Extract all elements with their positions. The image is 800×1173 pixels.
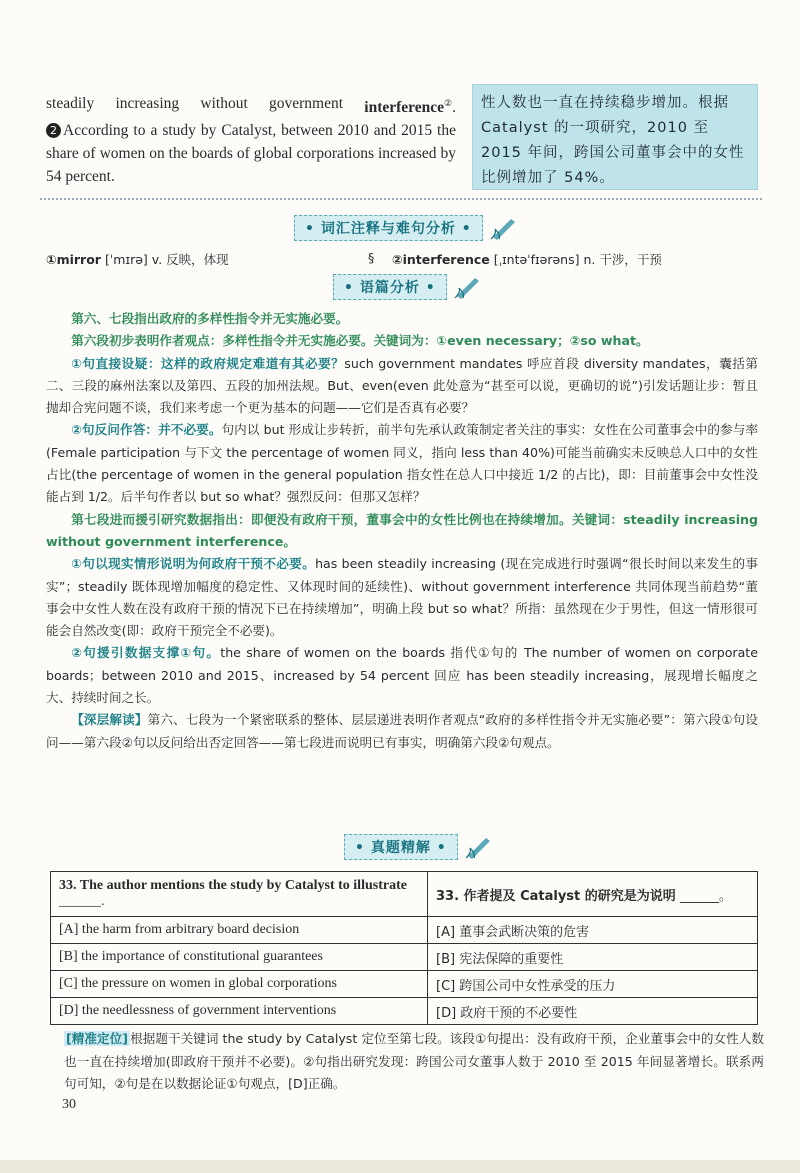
word: without bbox=[200, 95, 248, 112]
point-text: such government mandates 呼应首段 diversity mandates，囊括第二、三段的麻州法案以及第四、五段的加州法规。But、even(even 此处意为“甚至可以说，更确切的说”)引发话题让步：暂且抛却合宪问题不谈，我们来考虑一个更为基本的问题——它们是否真有必要？ bbox=[46, 355, 758, 416]
stem-blank: ______. bbox=[59, 894, 105, 909]
deep-reading-text: 第六、七段为一个紧密联系的整体、层层递进表明作者观点“政府的多样性指令并无实施必要”：第六段①句设问——第六段②句以反问给出否定回答——第七段进而说明已有事实，明确第六段②句观点。 bbox=[46, 712, 758, 750]
answer-explanation bbox=[64, 1028, 764, 1096]
vocab-word: ②interference bbox=[392, 252, 490, 267]
paragraph6-summary: 第六段初步表明作者观点：多样性指令并无实施必要。关键词为：①even necessary；②so what。 bbox=[71, 333, 649, 349]
translation-text: 性人数也一直在持续稳步增加。根据 Catalyst 的一项研究，2010 至 2015 年间，跨国公司董事会中的女性比例增加了 54%。 bbox=[481, 95, 745, 186]
option-row bbox=[51, 998, 758, 1025]
banner-label: • 语篇分析 • bbox=[333, 274, 447, 300]
point-text: has been steadily increasing (现在完成进行时强调“很长时间以来发生的事实”；steadily 既体现增加幅度的稳定性、又体现时间的延续性)、without government interference 共同体现当前趋势“董事会中女性人数在没有政府干预的情况下已在持续增加”，明确上段 but so what？所指：虽然现在少于男性，但这一情形很可能会自然改变(即：政府干预完全不必要)。 bbox=[46, 556, 758, 639]
explanation-text: 根据题干关键词 the study by Catalyst 定位至第七段。该段①句提出：没有政府干预，企业董事会中的女性人数也一直在持续增加(即政府干预并不必要)。②句指出研究发现：跨国公司女董事人数于 2010 至 2015 年间显著增长。联系两句可知，②句是在以数据论证①句观点，[D]正确。 bbox=[64, 1031, 765, 1091]
option-b-en: [B] the importance of constitutional guarantees bbox=[51, 944, 428, 971]
option-c-cn: [C] 跨国公司中女性承受的压力 bbox=[428, 971, 758, 998]
option-b-cn: [B] 宪法保障的重要性 bbox=[428, 944, 758, 971]
word: government bbox=[269, 95, 344, 112]
point-tag: ①句直接设疑：这样的政府规定难道有其必要？ bbox=[71, 355, 345, 371]
deep-reading bbox=[46, 709, 758, 754]
vocab-def: [ˈmɪrə] v. 反映，体现 bbox=[100, 252, 229, 267]
interference-bold: interference bbox=[364, 99, 445, 117]
vocab-word: ①mirror bbox=[46, 252, 101, 267]
option-row bbox=[51, 917, 758, 944]
option-row bbox=[51, 944, 758, 971]
vocab-divider: § bbox=[368, 250, 375, 265]
point-tag: ②句援引数据支撑①句。 bbox=[71, 645, 221, 661]
pen-icon bbox=[489, 215, 519, 241]
point-text: 句内以 but 形成让步转折，前半句先承认政策制定者关注的事实：女性在公司董事会中的参与率(Female participation 与下文 the percentage of women 同义，指向 less than 40%)可能当前确实未反映总人口中的女性占比(the percentage of women in the general population 指女性在总人口中接近 1/2 的占比)，即：目前董事会中女性没能占到 1/2。后半句作者以 but so what？强烈反问：但那又怎样？ bbox=[46, 422, 758, 505]
analysis-point bbox=[46, 553, 758, 642]
point-tag: ②句反问作答：并不必要。 bbox=[71, 422, 222, 438]
passage-line-1 bbox=[46, 92, 456, 119]
vocab-def: [ˌɪntəˈfɪərəns] n. 干涉，干预 bbox=[489, 252, 662, 267]
analysis-point bbox=[46, 642, 758, 709]
analysis-section-banner bbox=[333, 274, 483, 300]
option-a-en: [A] the harm from arbitrary board decision bbox=[51, 917, 428, 944]
point-text: the share of women on the boards 指代①句的 The number of women on corporate boards；between 2010 and 2015、increased by 54 percent 回应 has been steadily increasing，展现增长幅度之大、持续时间之长。 bbox=[46, 645, 758, 706]
footnote-mark: ② bbox=[444, 98, 453, 108]
option-d-cn: [D] 政府干预的不必要性 bbox=[428, 998, 758, 1025]
question-stem-cn bbox=[428, 872, 758, 917]
banner-label: • 真题精解 • bbox=[344, 834, 458, 860]
stem-text: 33. 作者提及 Catalyst 的研究是为说明 bbox=[436, 888, 676, 904]
paragraph7-summary: 第七段进而援引研究数据指出：即便没有政府干预，董事会中的女性比例也在持续增加。关键词：steadily increasing without government interference。 bbox=[46, 511, 758, 549]
option-row bbox=[51, 971, 758, 998]
period: . bbox=[452, 99, 456, 117]
stem-blank: ______。 bbox=[679, 888, 732, 904]
stem-text: 33. The author mentions the study by Catalyst to illustrate bbox=[59, 878, 407, 893]
vocab-item-interference bbox=[392, 250, 662, 268]
analysis-body bbox=[46, 308, 758, 754]
vocab-item-mirror bbox=[46, 250, 229, 268]
sentence-number-badge: 2 bbox=[46, 123, 61, 138]
word: steadily bbox=[46, 95, 95, 112]
pen-icon bbox=[453, 274, 483, 300]
english-passage bbox=[46, 92, 456, 188]
question-stem-en bbox=[51, 872, 428, 917]
option-d-en: [D] the needlessness of government interventions bbox=[51, 998, 428, 1025]
explanation-tag: [精准定位] bbox=[66, 1031, 129, 1046]
exam-section-banner bbox=[344, 834, 494, 860]
word: increasing bbox=[115, 95, 180, 112]
analysis-summary: 第六、七段指出政府的多样性指令并无实施必要。 bbox=[71, 311, 349, 326]
question-table bbox=[50, 871, 758, 1025]
option-a-cn: [A] 董事会武断决策的危害 bbox=[428, 917, 758, 944]
interference-word bbox=[364, 92, 456, 119]
banner-label: • 词汇注释与难句分析 • bbox=[294, 215, 483, 241]
deep-reading-tag: 【深层解读】 bbox=[71, 712, 148, 728]
page-bottom-edge bbox=[0, 1160, 800, 1173]
point-tag: ①句以现实情形说明为何政府干预不必要。 bbox=[71, 556, 316, 572]
translation-box bbox=[472, 84, 758, 190]
dotted-divider bbox=[40, 198, 762, 200]
option-c-en: [C] the pressure on women in global corporations bbox=[51, 971, 428, 998]
pen-icon bbox=[464, 834, 494, 860]
passage-sentence bbox=[46, 119, 456, 188]
question-stem-row bbox=[51, 872, 758, 917]
analysis-point bbox=[46, 353, 758, 420]
analysis-point bbox=[46, 419, 758, 508]
sentence-text: According to a study by Catalyst, between 2010 and 2015 the share of women on the boards of global corporations increased by 54 percent. bbox=[46, 122, 456, 186]
vocab-section-banner bbox=[294, 215, 519, 241]
page-number: 30 bbox=[62, 1097, 76, 1112]
